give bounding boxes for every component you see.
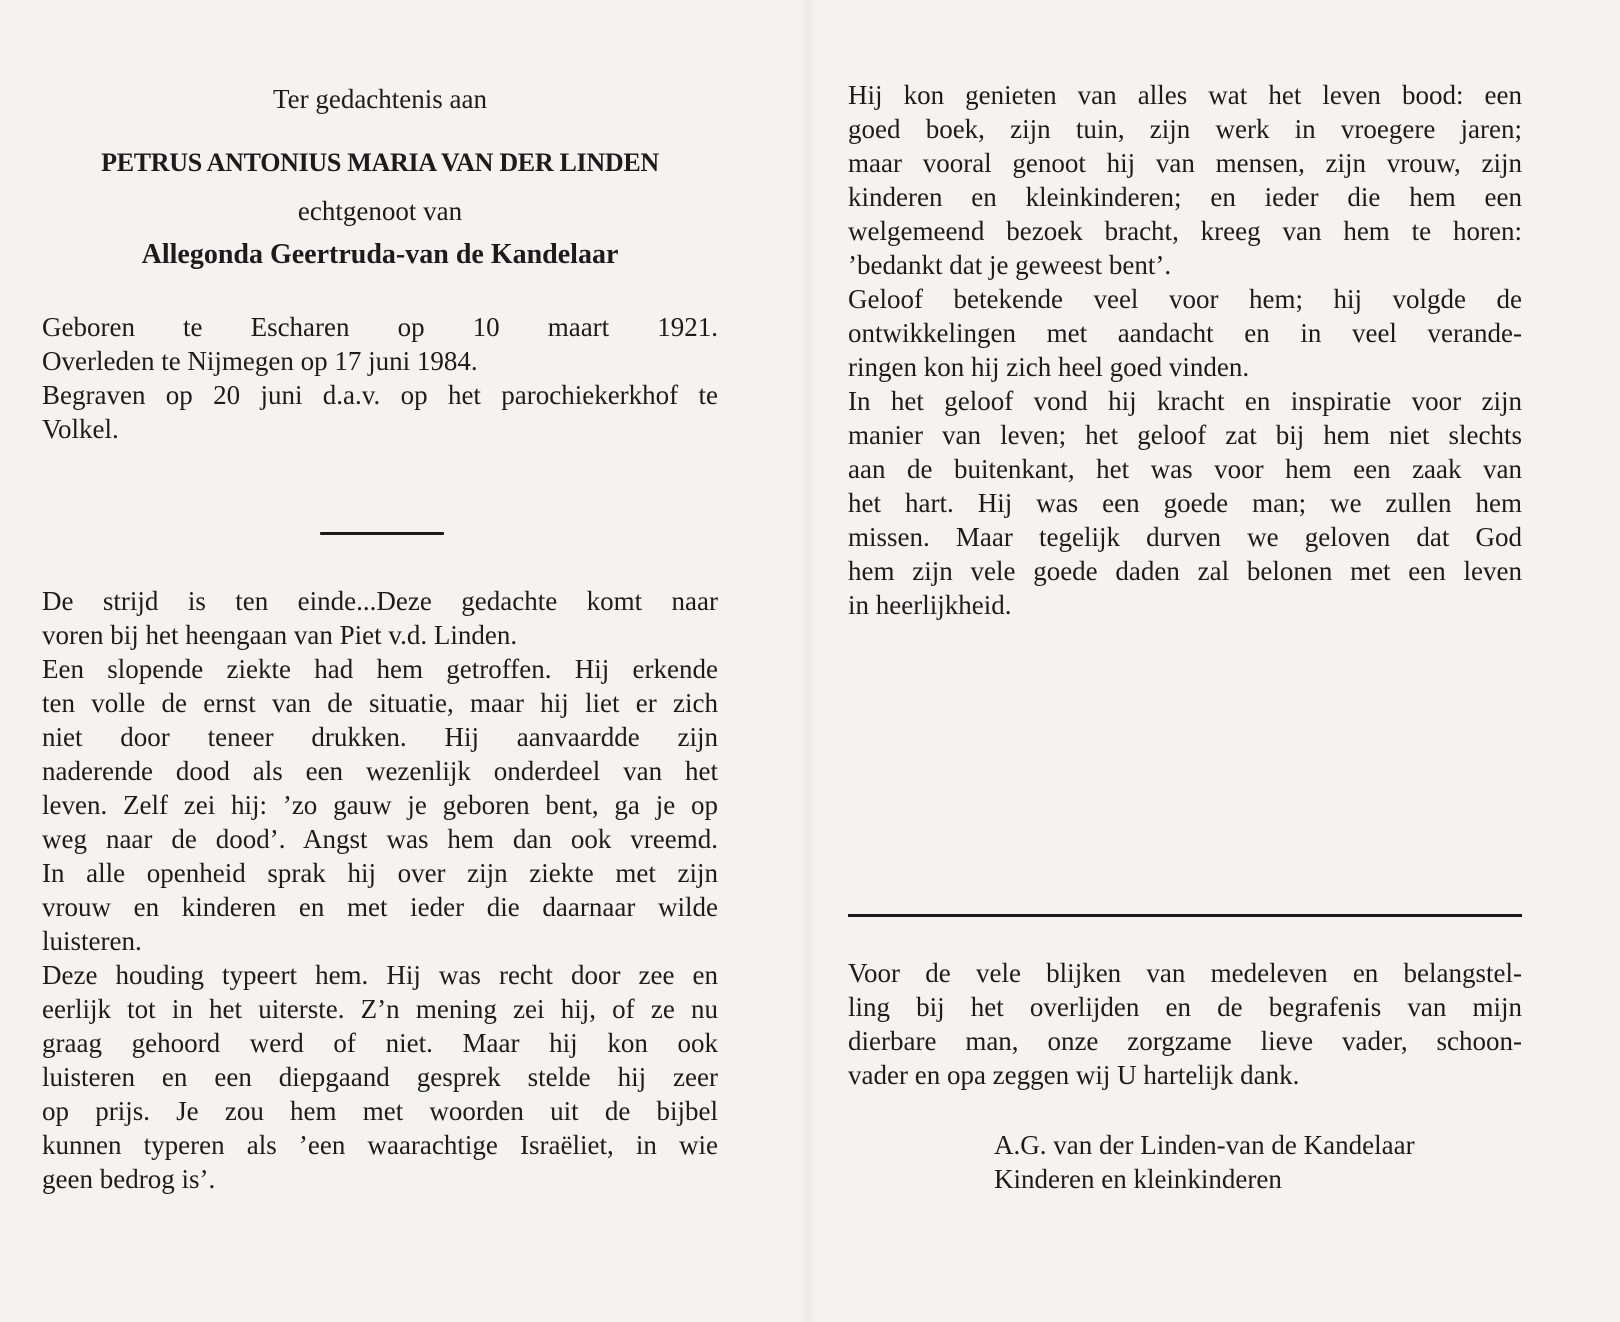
body-line: graag gehoord werd of niet. Maar hij kon ook (42, 1028, 718, 1058)
body-line: het hart. Hij was een goede man; we zullen hem (848, 488, 1522, 518)
deceased-name: PETRUS ANTONIUS MARIA VAN DER LINDEN (101, 148, 659, 177)
body-line: eerlijk tot in het uiterste. Z’n mening zei hij, of ze nu (42, 994, 718, 1024)
body-line: naderende dood als een wezenlijk onderdeel van het (42, 756, 718, 786)
body-line: in heerlijkheid. (848, 590, 1012, 620)
body-line: luisteren en een diepgaand gesprek stelde hij zeer (42, 1062, 718, 1092)
body-line: ten volle de ernst van de situatie, maar hij liet er zich (42, 688, 718, 718)
body-line: luisteren. (42, 926, 142, 956)
body-line: vrouw en kinderen en met ieder die daarnaar wilde (42, 892, 718, 922)
body-line: geen bedrog is’. (42, 1164, 216, 1194)
body-line: Deze houding typeert hem. Hij was recht door zee en (42, 960, 718, 990)
thanks-line: ling bij het overlijden en de begrafenis van mijn (848, 992, 1522, 1022)
relation-text: echtgenoot van (297, 196, 463, 226)
body-line: leven. Zelf zei hij: ’zo gauw je geboren bent, ga je op (42, 790, 718, 820)
thanks-line: Voor de vele blijken van medeleven en belangstel- (848, 958, 1522, 988)
body-line: op prijs. Je zou hem met woorden uit de bijbel (42, 1096, 718, 1126)
body-line: Geloof betekende veel voor hem; hij volgde de (848, 284, 1522, 314)
body-line: voren bij het heengaan van Piet v.d. Linden. (42, 620, 518, 650)
burial-fact: Begraven op 20 juni d.a.v. op het parochiekerkhof te (42, 380, 718, 410)
body-line: Een slopende ziekte had hem getroffen. Hij erkende (42, 654, 718, 684)
burial-place: Volkel. (42, 414, 119, 444)
spouse-name: Allegonda Geertruda-van de Kandelaar (141, 239, 619, 270)
death-fact: Overleden te Nijmegen op 17 juni 1984. (42, 346, 478, 376)
thanks-line: vader en opa zeggen wij U hartelijk dank. (848, 1060, 1300, 1090)
signature-widow: A.G. van der Linden-van de Kandelaar (994, 1130, 1415, 1160)
body-line: goed boek, zijn tuin, zijn werk in vroegere jaren; (848, 114, 1522, 144)
body-line: aan de buitenkant, het was voor hem een zaak van (848, 454, 1522, 484)
signature-family: Kinderen en kleinkinderen (994, 1164, 1282, 1194)
birth-fact: Geboren te Escharen op 10 maart 1921. (42, 312, 718, 342)
body-line: missen. Maar tegelijk durven we geloven dat God (848, 522, 1522, 552)
divider-short (320, 532, 444, 535)
body-line: weg naar de dood’. Angst was hem dan ook vreemd. (42, 824, 718, 854)
body-line: ontwikkelingen met aandacht en in veel verande- (848, 318, 1522, 348)
divider-long (848, 914, 1522, 917)
body-line: ’bedankt dat je geweest bent’. (848, 250, 1172, 280)
body-line: manier van leven; het geloof zat bij hem niet slechts (848, 420, 1522, 450)
body-line: In alle openheid sprak hij over zijn ziekte met zijn (42, 858, 718, 888)
body-line: welgemeend bezoek bracht, kreeg van hem te horen: (848, 216, 1522, 246)
thanks-line: dierbare man, onze zorgzame lieve vader, schoon- (848, 1026, 1522, 1056)
body-line: hem zijn vele goede daden zal belonen met een leven (848, 556, 1522, 586)
body-line: maar vooral genoot hij van mensen, zijn vrouw, zijn (848, 148, 1522, 178)
body-line: kinderen en kleinkinderen; en ieder die hem een (848, 182, 1522, 212)
body-line: De strijd is ten einde...Deze gedachte komt naar (42, 586, 718, 616)
intro-text: Ter gedachtenis aan (273, 84, 487, 114)
body-line: niet door teneer drukken. Hij aanvaardde zijn (42, 722, 718, 752)
body-line: ringen kon hij zich heel goed vinden. (848, 352, 1250, 382)
body-line: Hij kon genieten van alles wat het leven bood: een (848, 80, 1522, 110)
body-line: kunnen typeren als ’een waarachtige Israëliet, in wie (42, 1130, 718, 1160)
body-line: In het geloof vond hij kracht en inspiratie voor zijn (848, 386, 1522, 416)
